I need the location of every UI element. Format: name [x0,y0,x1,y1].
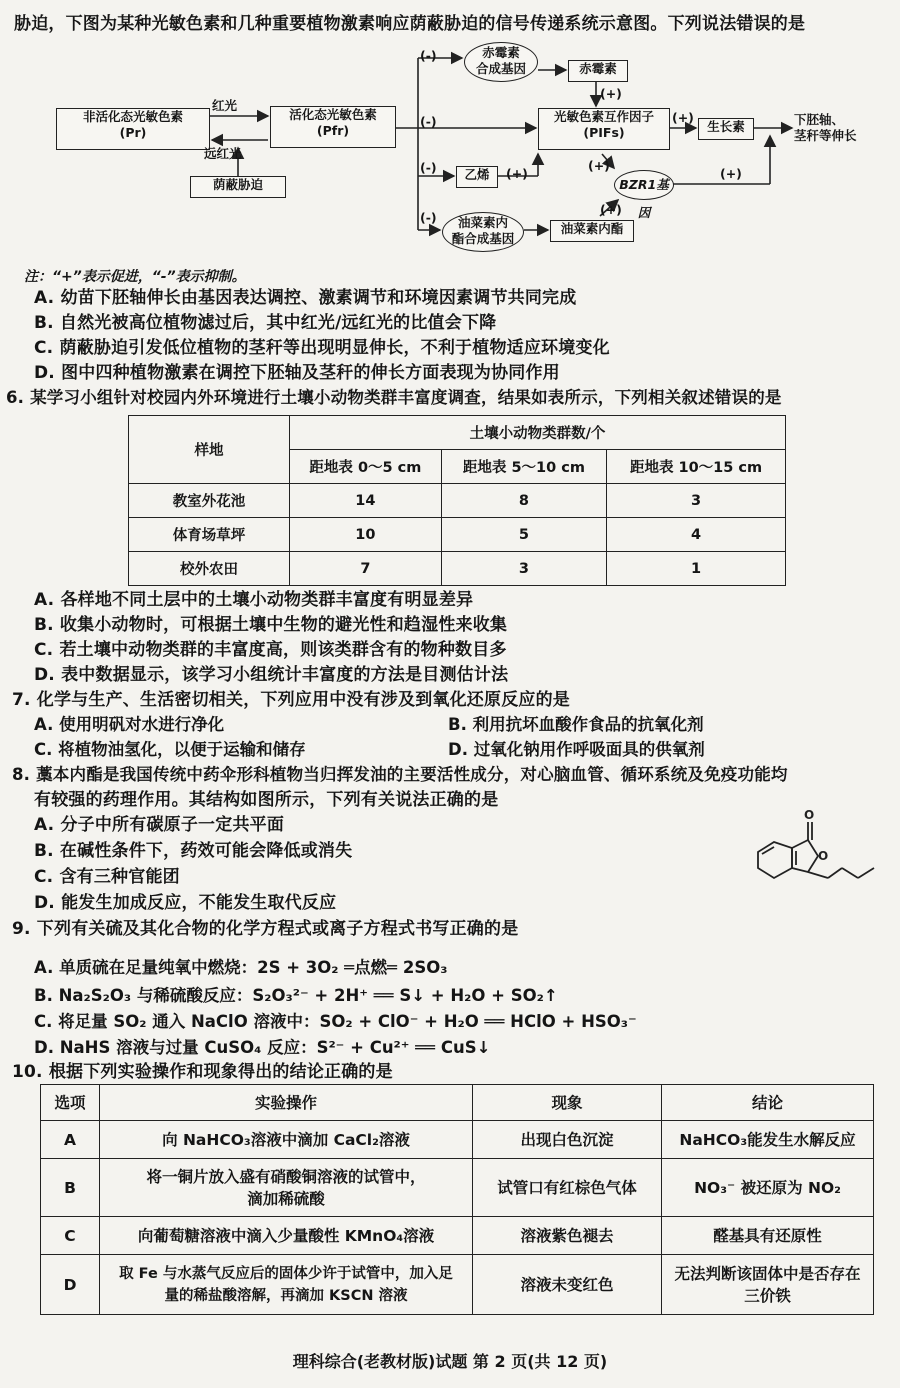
ligustilide-structure [744,808,884,898]
result-line1: 下胚轴、 [794,112,845,127]
q10-operation: 取 Fe 与水蒸气反应后的固体少许于试管中，加入足量的稀盐酸溶解，再滴加 KSCN 溶液 [100,1255,473,1315]
q7-option-c: C. 将植物油氢化，以便于运输和储存 [34,740,306,759]
br-gene-ellipse [442,212,524,252]
table-row [129,484,786,518]
q9-option-c: C. 将足量 SO₂ 通入 NaClO 溶液中：SO₂ + ClO⁻ + H₂O ══ HClO + HSO₃⁻ [34,1012,637,1031]
q10-operation: 向 NaHCO₃溶液中滴加 CaCl₂溶液 [100,1121,473,1159]
ga-gene-line2: 合成基因 [475,61,526,76]
pos-mark-5: (+) [720,166,742,181]
q9-option-a: A. 单质硫在足量纯氧中燃烧：2S + 3O₂ ═点燃═ 2SO₃ [34,958,448,977]
shade-box: 荫蔽胁迫 [190,176,286,198]
q10-phenomenon: 溶液紫色褪去 [473,1217,662,1255]
q5-option-d: D. 图中四种植物激素在调控下胚轴及茎秆的伸长方面表现为协同作用 [34,363,560,383]
pfr-box [270,106,396,148]
pos-mark-3: (+) [506,166,528,181]
q7-stem: 7. 化学与生产、生活密切相关，下列应用中没有涉及到氧化还原反应的是 [12,690,571,710]
q10-operation: 将一铜片放入盛有硝酸铜溶液的试管中，滴加稀硫酸 [100,1159,473,1217]
q6-depth-3: 距地表 10～15 cm [607,450,786,484]
far-red-label: 远红光 [204,146,242,161]
q7-option-b: B. 利用抗坏血酸作食品的抗氧化剂 [448,715,704,734]
q6-table [128,415,786,586]
br-box: 油菜素内酯 [550,220,634,242]
intro-text: 胁迫，下图为某种光敏色素和几种重要植物激素响应荫蔽胁迫的信号传递系统示意图。下列说法错误的是 [14,14,806,34]
q9-stem: 9. 下列有关硫及其化合物的化学方程式或离子方程式书写正确的是 [12,919,519,939]
table-row [129,552,786,586]
q8-option-a: A. 分子中所有碳原子一定共平面 [34,815,285,835]
q6-value: 1 [607,552,786,586]
q6-sample-header: 样地 [129,416,290,484]
bzr1-ellipse: BZR1基因 [614,170,674,200]
q10-phenomenon: 溶液未变红色 [473,1255,662,1315]
q6-value: 4 [607,518,786,552]
q10-stem: 10. 根据下列实验操作和现象得出的结论正确的是 [12,1062,393,1082]
diagram-note: 注：“+”表示促进，“-”表示抑制。 [24,269,246,285]
br-gene-line2: 酯合成基因 [451,231,515,246]
result-label [794,112,857,144]
neg-mark-3: (-) [420,160,437,175]
q9-option-d: D. NaHS 溶液与过量 CuSO₄ 反应：S²⁻ + Cu²⁺ ══ CuS↓ [34,1038,491,1057]
signal-diagram [0,40,900,265]
pos-mark-4: (+) [588,158,610,173]
q10-table [40,1084,874,1315]
q10-conclusion: 醛基具有还原性 [662,1217,874,1255]
q6-option-a: A. 各样地不同土层中的土壤小动物类群丰富度有明显差异 [34,590,474,610]
q8-option-b: B. 在碱性条件下，药效可能会降低或消失 [34,841,353,861]
q10-operation: 向葡萄糖溶液中滴入少量酸性 KMnO₄溶液 [100,1217,473,1255]
neg-mark-2: (-) [420,114,437,129]
q10-header-conclusion: 结论 [662,1085,874,1121]
ga-gene-line1: 赤霉素 [482,45,520,60]
q8-option-c: C. 含有三种官能团 [34,867,180,887]
q9-option-b: B. Na₂S₂O₃ 与稀硫酸反应：S₂O₃²⁻ + 2H⁺ ══ S↓ + H₂O + SO₂↑ [34,986,558,1005]
pr-box [56,108,210,150]
q6-depth-2: 距地表 5～10 cm [441,450,606,484]
q7-option-a: A. 使用明矾对水进行净化 [34,715,225,734]
q6-site: 体育场草坪 [129,518,290,552]
q6-value: 5 [441,518,606,552]
pfr-label: 活化态光敏色素 [289,107,377,122]
pr-label: 非活化态光敏色素 [82,109,183,124]
q6-value: 3 [441,552,606,586]
q10-option: B [41,1159,100,1217]
q6-option-d: D. 表中数据显示，该学习小组统计丰富度的方法是目测估计法 [34,665,509,685]
table-row [41,1159,874,1217]
q6-value: 8 [441,484,606,518]
pifs-label: 光敏色素互作因子 [553,109,654,124]
q6-group-header: 土壤小动物类群数/个 [290,416,786,450]
pr-abbr: (Pr) [119,125,147,140]
q10-option: A [41,1121,100,1159]
table-row [41,1121,874,1159]
ga-box: 赤霉素 [568,60,628,82]
svg-text:O: O [804,808,815,822]
page-footer: 理科综合(老教材版)试题 第 2 页(共 12 页) [292,1352,608,1371]
q6-value: 14 [290,484,442,518]
q8-stem-line1: 8. 藁本内酯是我国传统中药伞形科植物当归挥发油的主要活性成分，对心脑血管、循环系统及免疫功能均 [12,765,788,784]
q10-conclusion: 无法判断该固体中是否存在三价铁 [662,1255,874,1315]
q6-option-c: C. 若土壤中动物类群的丰富度高，则该类群含有的物种数目多 [34,640,507,660]
q10-header-phenomenon: 现象 [473,1085,662,1121]
q10-option: D [41,1255,100,1315]
result-line2: 茎秆等伸长 [794,128,857,143]
table-row [129,518,786,552]
q6-value: 3 [607,484,786,518]
q10-header-operation: 实验操作 [100,1085,473,1121]
pifs-box [538,108,670,150]
q8-stem-line2: 有较强的药理作用。其结构如图所示，下列有关说法正确的是 [34,790,499,810]
q7-option-d: D. 过氧化钠用作呼吸面具的供氧剂 [448,740,705,759]
q10-phenomenon: 出现白色沉淀 [473,1121,662,1159]
pifs-abbr: (PIFs) [583,125,625,140]
q6-value: 10 [290,518,442,552]
pos-mark-6: (+) [600,202,622,217]
ethylene-box: 乙烯 [456,166,498,188]
q8-option-d: D. 能发生加成反应，不能发生取代反应 [34,893,337,913]
q5-option-b: B. 自然光被高位植物滤过后，其中红光/远红光的比值会下降 [34,313,497,333]
table-row [41,1255,874,1315]
q5-option-a: A. 幼苗下胚轴伸长由基因表达调控、激素调节和环境因素调节共同完成 [34,288,577,308]
neg-mark-4: (-) [420,210,437,225]
br-gene-line1: 油菜素内 [457,215,508,230]
q10-phenomenon: 试管口有红棕色气体 [473,1159,662,1217]
q6-value: 7 [290,552,442,586]
q6-depth-1: 距地表 0～5 cm [290,450,442,484]
pfr-abbr: (Pfr) [316,123,350,138]
q10-conclusion: NaHCO₃能发生水解反应 [662,1121,874,1159]
q10-header-option: 选项 [41,1085,100,1121]
pos-mark-1: (+) [600,86,622,101]
q6-option-b: B. 收集小动物时，可根据土壤中生物的避光性和趋湿性来收集 [34,615,508,635]
svg-text:O: O [818,849,829,863]
neg-mark-1: (-) [420,48,437,63]
q6-stem: 6. 某学习小组针对校园内外环境进行土壤小动物类群丰富度调查，结果如表所示，下列相关叙述错误的是 [6,388,782,407]
auxin-box: 生长素 [698,118,754,140]
q10-option: C [41,1217,100,1255]
q10-conclusion: NO₃⁻ 被还原为 NO₂ [662,1159,874,1217]
ga-gene-ellipse [464,42,538,82]
q6-site: 校外农田 [129,552,290,586]
red-light-label: 红光 [212,98,238,113]
q5-option-c: C. 荫蔽胁迫引发低位植物的茎秆等出现明显伸长，不利于植物适应环境变化 [34,338,610,358]
pos-mark-2: (+) [672,110,694,125]
table-row [41,1217,874,1255]
q6-site: 教室外花池 [129,484,290,518]
